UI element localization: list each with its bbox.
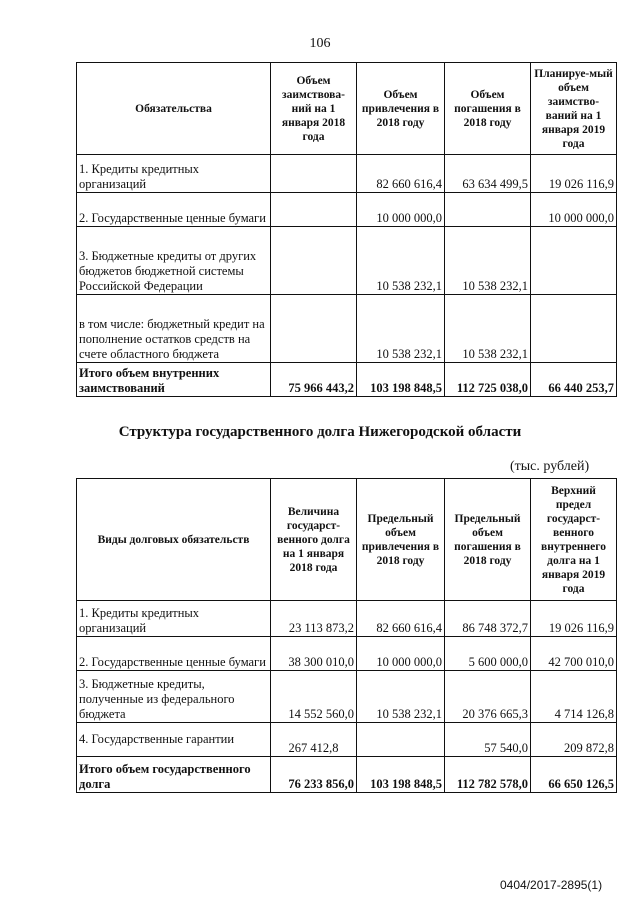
row-label: 1. Кредиты кредитных организаций bbox=[77, 155, 271, 193]
row-label: 4. Государственные гарантии bbox=[77, 723, 271, 757]
cell-value: 103 198 848,5 bbox=[357, 363, 445, 397]
debt-structure-table bbox=[76, 478, 617, 793]
cell-value bbox=[445, 193, 531, 227]
column-header: Объем погашения в 2018 году bbox=[445, 63, 531, 155]
row-label: 2. Государственные ценные бумаги bbox=[77, 193, 271, 227]
cell-value: 20 376 665,3 bbox=[445, 671, 531, 723]
cell-value: 10 000 000,0 bbox=[357, 637, 445, 671]
table-row bbox=[77, 723, 617, 757]
table-row bbox=[77, 295, 617, 363]
row-label: 2. Государственные ценные бумаги bbox=[77, 637, 271, 671]
cell-value: 103 198 848,5 bbox=[357, 757, 445, 793]
cell-value: 112 782 578,0 bbox=[445, 757, 531, 793]
cell-value: 19 026 116,9 bbox=[531, 601, 617, 637]
cell-value bbox=[271, 193, 357, 227]
table-header-row bbox=[77, 479, 617, 601]
cell-value: 82 660 616,4 bbox=[357, 601, 445, 637]
column-header: Виды долговых обязательств bbox=[77, 479, 271, 601]
column-header: Верхний предел государст-венного внутреннего долга на 1 января 2019 года bbox=[531, 479, 617, 601]
cell-value: 112 725 038,0 bbox=[445, 363, 531, 397]
cell-value: 23 113 873,2 bbox=[271, 601, 357, 637]
document-code: 0404/2017-2895(1) bbox=[500, 878, 603, 892]
column-header: Планируе-мый объем заимство-ваний на 1 января 2019 года bbox=[531, 63, 617, 155]
table-row bbox=[77, 227, 617, 295]
cell-value: 14 552 560,0 bbox=[271, 671, 357, 723]
column-header: Предельный объем погашения в 2018 году bbox=[445, 479, 531, 601]
cell-value bbox=[271, 155, 357, 193]
column-header: Величина государст-венного долга на 1 января 2018 года bbox=[271, 479, 357, 601]
cell-value bbox=[271, 295, 357, 363]
cell-value: 209 872,8 bbox=[531, 723, 617, 757]
column-header: Предельный объем привлечения в 2018 году bbox=[357, 479, 445, 601]
cell-value: 86 748 372,7 bbox=[445, 601, 531, 637]
unit-label: (тыс. рублей) bbox=[510, 459, 590, 474]
cell-value: 82 660 616,4 bbox=[357, 155, 445, 193]
cell-value bbox=[531, 227, 617, 295]
cell-value: 42 700 010,0 bbox=[531, 637, 617, 671]
table-row bbox=[77, 193, 617, 227]
cell-value: 66 650 126,5 bbox=[531, 757, 617, 793]
table-row bbox=[77, 637, 617, 671]
section-title: Структура государственного долга Нижегородской области bbox=[118, 424, 522, 440]
cell-value: 10 538 232,1 bbox=[445, 295, 531, 363]
table-row bbox=[77, 155, 617, 193]
table-row bbox=[77, 601, 617, 637]
cell-value: 10 538 232,1 bbox=[357, 227, 445, 295]
cell-value: 57 540,0 bbox=[445, 723, 531, 757]
borrowings-table bbox=[76, 62, 617, 397]
total-row bbox=[77, 363, 617, 397]
row-label: 3. Бюджетные кредиты, полученные из федерального бюджета bbox=[77, 671, 271, 723]
cell-value: 10 538 232,1 bbox=[357, 295, 445, 363]
cell-value: 10 538 232,1 bbox=[357, 671, 445, 723]
row-label: Итого объем внутренних заимствований bbox=[77, 363, 271, 397]
column-header: Объем заимствова-ний на 1 января 2018 года bbox=[271, 63, 357, 155]
cell-value: 4 714 126,8 bbox=[531, 671, 617, 723]
column-header: Объем привлечения в 2018 году bbox=[357, 63, 445, 155]
cell-value bbox=[271, 227, 357, 295]
cell-value: 10 538 232,1 bbox=[445, 227, 531, 295]
cell-value: 19 026 116,9 bbox=[531, 155, 617, 193]
cell-value: 66 440 253,7 bbox=[531, 363, 617, 397]
table-row bbox=[77, 671, 617, 723]
table-header-row bbox=[77, 63, 617, 155]
cell-value: 10 000 000,0 bbox=[531, 193, 617, 227]
cell-value: 5 600 000,0 bbox=[445, 637, 531, 671]
cell-value: 75 966 443,2 bbox=[271, 363, 357, 397]
column-header: Обязательства bbox=[77, 63, 271, 155]
row-label: Итого объем государственного долга bbox=[77, 757, 271, 793]
cell-value: 76 233 856,0 bbox=[271, 757, 357, 793]
cell-value bbox=[531, 295, 617, 363]
row-label: в том числе: бюджетный кредит на пополнение остатков средств на счете областного бюджета bbox=[77, 295, 271, 363]
page-number: 106 bbox=[309, 36, 331, 51]
row-label: 3. Бюджетные кредиты от других бюджетов бюджетной системы Российской Федерации bbox=[77, 227, 271, 295]
cell-value bbox=[357, 723, 445, 757]
total-row bbox=[77, 757, 617, 793]
cell-value: 267 412,8 bbox=[271, 723, 357, 757]
cell-value: 63 634 499,5 bbox=[445, 155, 531, 193]
cell-value: 10 000 000,0 bbox=[357, 193, 445, 227]
row-label: 1. Кредиты кредитных организаций bbox=[77, 601, 271, 637]
cell-value: 38 300 010,0 bbox=[271, 637, 357, 671]
